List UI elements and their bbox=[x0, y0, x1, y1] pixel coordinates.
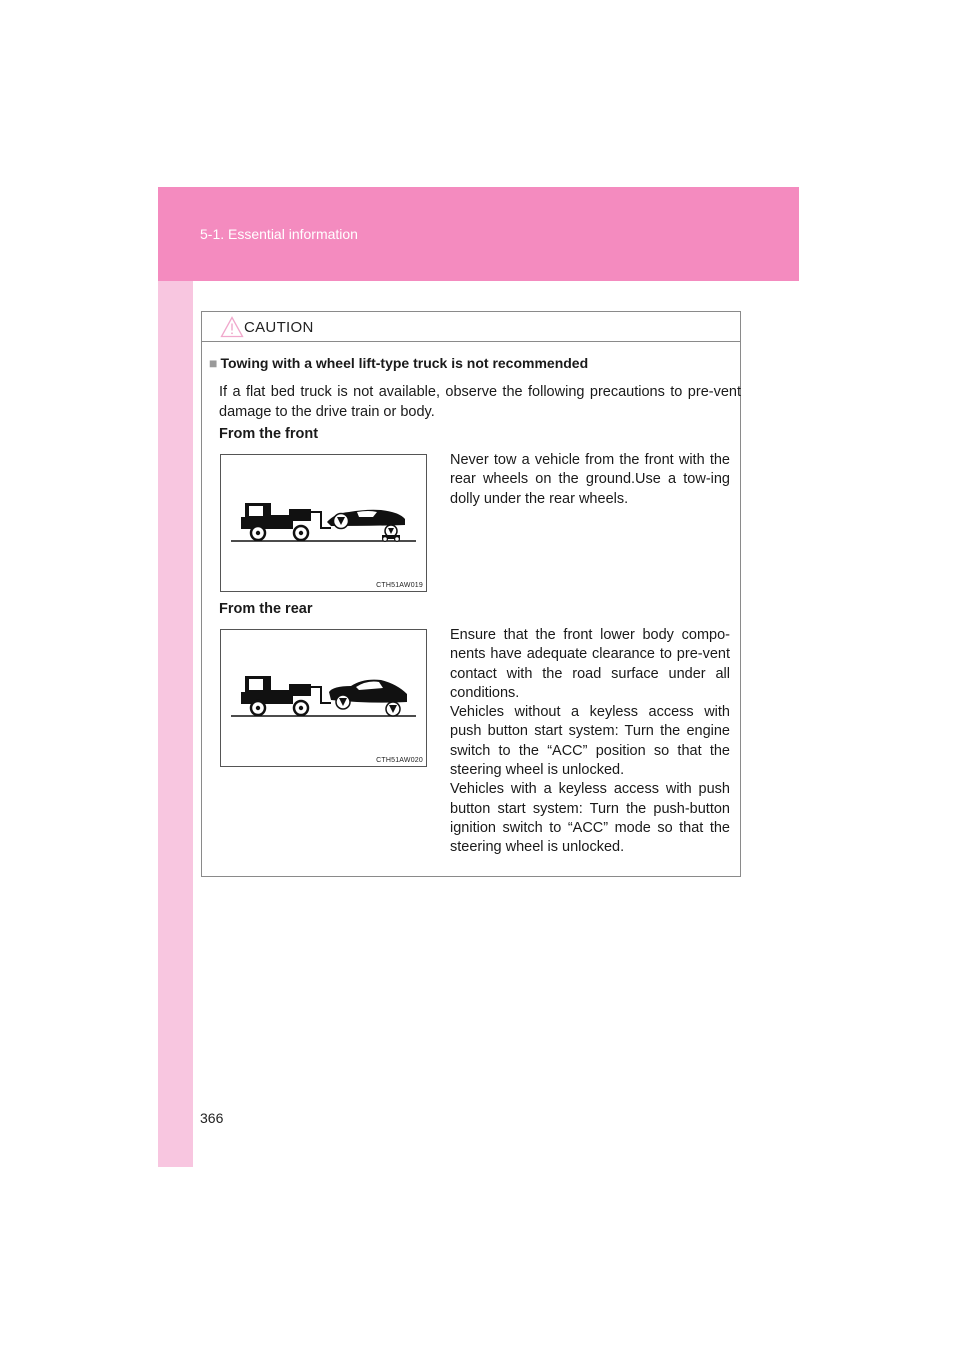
rear-tow-figure bbox=[220, 629, 427, 767]
caution-header bbox=[202, 312, 740, 342]
rear-paragraph: Vehicles with a keyless access with push button start system: Turn the push-button ignition switch to “ACC” mode so that the steering wheel is unlocked. bbox=[450, 781, 730, 856]
rear-subheading: From the rear bbox=[219, 601, 313, 617]
figure-code: CTH51AW019 bbox=[376, 582, 423, 589]
rear-paragraph: Ensure that the front lower body compo-nents have adequate clearance to pre-vent contact with the road surface under all conditions. bbox=[450, 627, 730, 701]
side-strip bbox=[158, 187, 193, 1167]
front-subheading: From the front bbox=[219, 426, 319, 442]
intro-paragraph: If a flat bed truck is not available, observe the following precautions to pre-vent damage to the drive train or body. bbox=[219, 384, 741, 420]
tow-truck-rear-illustration bbox=[221, 630, 428, 768]
square-bullet-icon: ■ bbox=[209, 355, 218, 371]
figure-code: CTH51AW020 bbox=[376, 757, 423, 764]
warning-triangle-icon bbox=[220, 316, 244, 338]
rear-paragraph: Vehicles without a keyless access with push button start system: Turn the engine switch to the “ACC” position so that the steering wheel is unlocked. bbox=[450, 704, 730, 779]
front-description: Never tow a vehicle from the front with the rear wheels on the ground.Use a tow-ing dolly under the rear wheels. bbox=[450, 452, 730, 507]
rear-description bbox=[450, 626, 730, 858]
section-title: 5-1. Essential information bbox=[200, 226, 358, 242]
caution-box bbox=[201, 311, 741, 877]
page-number: 366 bbox=[200, 1110, 224, 1126]
tow-truck-front-illustration bbox=[221, 455, 428, 593]
caution-label: CAUTION bbox=[244, 319, 314, 336]
section-heading-text: Towing with a wheel lift-type truck is not recommended bbox=[220, 355, 589, 371]
front-tow-figure bbox=[220, 454, 427, 592]
section-heading bbox=[209, 355, 588, 371]
